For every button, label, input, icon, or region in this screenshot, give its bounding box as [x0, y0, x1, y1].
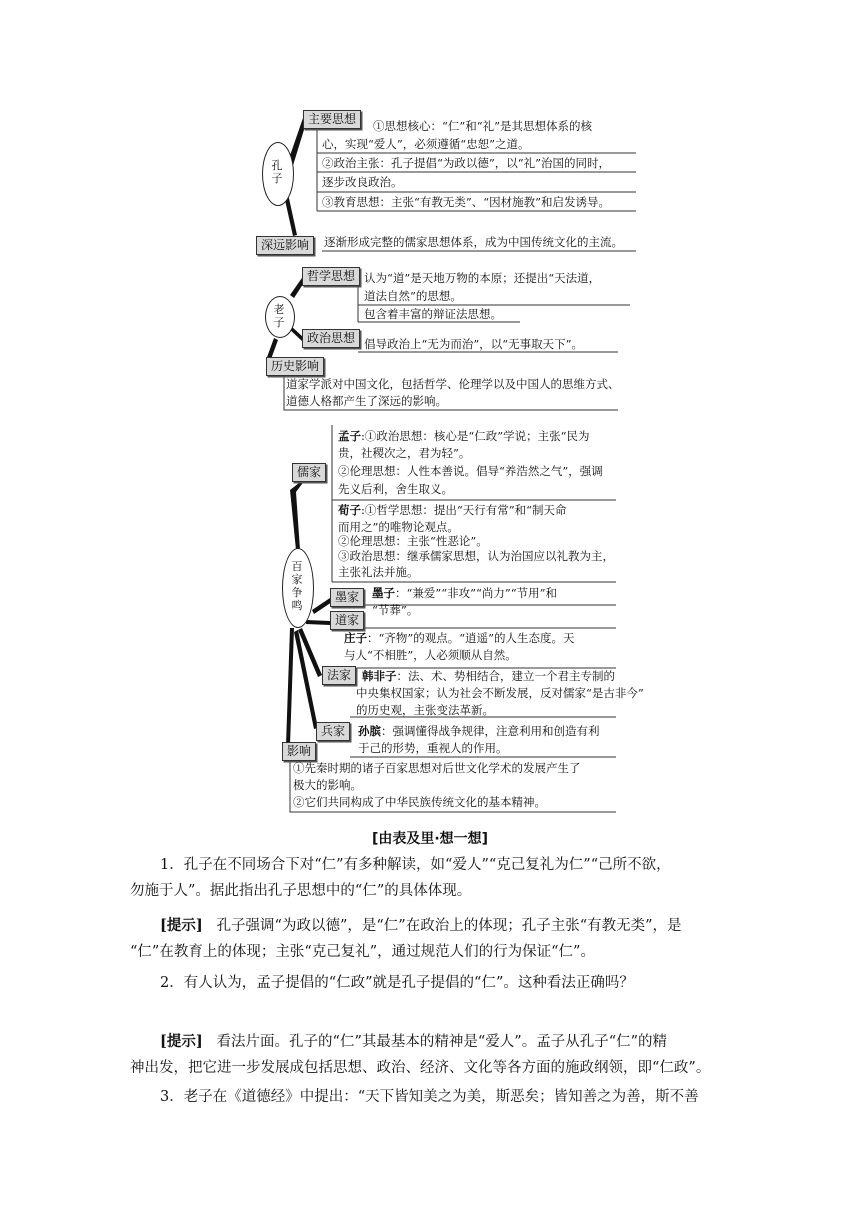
tag-military: 兵家 — [316, 722, 350, 741]
hanfei-line-3: 的历史观，主张变法革新。 — [356, 703, 494, 717]
section-title: [由表及里·想一想] — [371, 831, 489, 847]
tag-confucian: 儒家 — [292, 463, 326, 482]
kongzi-line-5: ③教育思想：主张“有教无类”、“因材施教”和启发诱导。 — [322, 195, 611, 209]
influence-line-3: ②它们共同构成了中华民族传统文化的基本精神。 — [293, 795, 546, 809]
zhuangzi-line-2: 与人“不相胜”，人必须顺从自然。 — [344, 648, 517, 662]
xunzi-line-4: ③政治思想：继承儒家思想，认为治国应以礼教为主， — [338, 549, 614, 563]
influence-line-2: 极大的影响。 — [293, 778, 362, 792]
xunzi-line-3: ②伦理思想：主张“性恶论”。 — [338, 534, 488, 548]
zhuangzi-line-1: 庄子：“齐物”的观点。“逍遥”的人生态度。天 — [344, 631, 575, 645]
question-1-line-1: 1．孔子在不同场合下对“仁”有多种解读，如“爱人”“克己复礼为仁”“己所不欲， — [160, 857, 671, 873]
hint-label-2: [提示] — [160, 1033, 203, 1050]
question-1-line-2: 勿施于人”。据此指出孔子思想中的“仁”的具体体现。 — [130, 883, 472, 899]
answer-1-line-2: “仁”在教育上的体现；主张“克己复礼”，通过规范人们的行为保证“仁”。 — [130, 944, 595, 960]
kongzi-influence: 逐渐形成完整的儒家思想体系，成为中国传统文化的主流。 — [324, 235, 623, 249]
mengzi-line-4: 先义后利，舍生取义。 — [338, 482, 453, 496]
xunzi-line-5: 主张礼法并施。 — [338, 565, 419, 579]
tag-influence: 影响 — [282, 742, 316, 761]
mozi-line-2: “节葬”。 — [372, 603, 419, 617]
laozi-hist-1: 道家学派对中国文化，包括哲学、伦理学以及中国人的思维方式、 — [286, 377, 620, 391]
laozi-phil-1: 认为“道”是天地万物的本原；还提出“天法道， — [364, 271, 601, 285]
sunbin-line-2: 于己的形势，重视人的作用。 — [358, 741, 508, 755]
tag-daoist: 道家 — [330, 611, 364, 630]
answer-2-line-1: [提示] 看法片面。孔子的“仁”其最基本的精神是“爱人”。孟子从孔子“仁”的精 — [160, 1033, 668, 1050]
mengzi-line-2: 贵，社稷次之，君为轻”。 — [338, 446, 471, 460]
answer-2-line-2: 神出发，把它进一步发展成包括思想、政治、经济、文化等各方面的施政纲领，即“仁政”。 — [130, 1060, 711, 1076]
sunbin-line-1: 孙膑：强调懂得战争规律，注意利用和创造有利 — [358, 724, 600, 738]
kongzi-line-3: ②政治主张：孔子提倡“为政以德”，以“礼”治国的同时， — [322, 156, 611, 170]
laozi-phil-2: 道法自然”的思想。 — [364, 289, 462, 303]
question-3: 3．老子在《道德经》中提出：“天下皆知美之为美，斯恶矣；皆知善之为善，斯不善 — [160, 1089, 699, 1105]
laozi-pol: 倡导政治上“无为而治”，以“无事取天下”。 — [364, 337, 584, 351]
node-laozi-label: 老子 — [273, 303, 285, 329]
hint-label: [提示] — [160, 917, 203, 934]
answer-1-line-1: [提示] 孔子强调“为政以德”，是“仁”在政治上的体现；孔子主张“有教无类”，是 — [160, 917, 682, 934]
tag-main-thought: 主要思想 — [303, 110, 361, 129]
tag-history-influence: 历史影响 — [266, 357, 324, 376]
tag-deep-influence: 深远影响 — [256, 236, 314, 255]
hanfei-line-2: 中央集权国家；认为社会不断发展，反对儒家“是古非今” — [356, 686, 644, 700]
xunzi-line-1: 荀子:①哲学思想：提出“天行有常”和“制天命 — [338, 503, 567, 517]
laozi-phil-3: 包含着丰富的辩证法思想。 — [364, 307, 502, 321]
mengzi-line-1: 孟子:①政治思想：核心是“仁政”学说；主张“民为 — [338, 429, 590, 443]
mengzi-line-3: ②伦理思想：人性本善说。倡导“养浩然之气”，强调 — [338, 464, 603, 478]
influence-line-1: ①先秦时期的诸子百家思想对后世文化学术的发展产生了 — [293, 761, 581, 775]
kongzi-line-4: 逐步改良政治。 — [322, 175, 403, 189]
tag-politics: 政治思想 — [302, 329, 360, 348]
xunzi-line-2: 而用之”的唯物论观点。 — [338, 520, 459, 534]
tag-mohist: 墨家 — [330, 588, 364, 607]
tag-philosophy: 哲学思想 — [302, 267, 360, 286]
kongzi-line-1: ①思想核心：“仁”和“礼”是其思想体系的核 — [373, 119, 593, 133]
node-kongzi-label: 孔子 — [271, 159, 283, 185]
question-2: 2．有人认为，孟子提倡的“仁政”就是孔子提倡的“仁”。这种看法正确吗？ — [160, 975, 634, 991]
hanfei-line-1: 韩非子：法、术、势相结合，建立一个君主专制的 — [362, 669, 615, 683]
tag-legalist: 法家 — [322, 666, 356, 685]
node-baijia-label: 百家争鸣 — [291, 560, 303, 612]
kongzi-line-2: 心，实现“爱人”，必须遵循“忠恕”之道。 — [322, 137, 530, 151]
mozi-line-1: 墨子：“兼爱”“非攻”“尚力”“节用”和 — [372, 586, 558, 600]
laozi-hist-2: 道德人格都产生了深远的影响。 — [286, 394, 447, 408]
